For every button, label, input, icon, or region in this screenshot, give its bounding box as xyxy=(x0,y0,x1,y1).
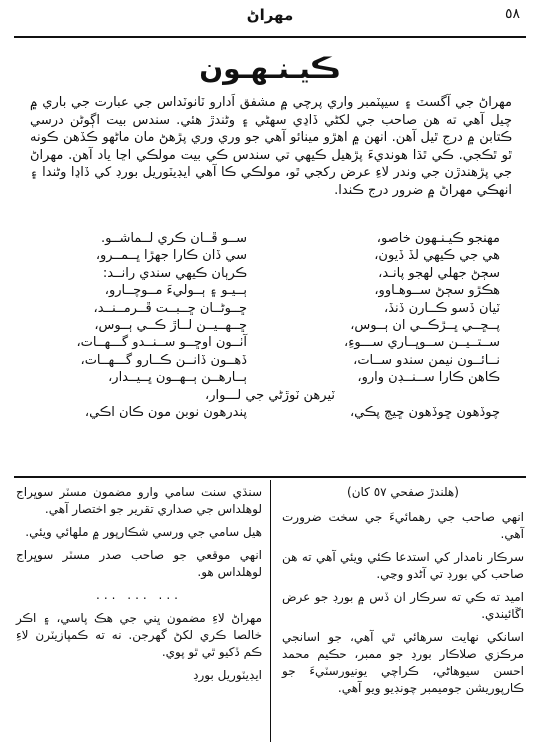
column-paragraph: اميد ته ڪي ته سرڪار ان ڏس ۾ بورڊ جو عرض اڱائيندي. xyxy=(282,590,524,621)
poem-line: مهنجو ڪيـنـهون خاصو، xyxy=(376,231,500,246)
poem-line: ٻــارهــن ٻــهــون ڀــيــدار، xyxy=(108,370,247,386)
poem-line: ڏهــون ڏانــن ڪــارو گـــهــات، xyxy=(80,352,247,368)
column-divider xyxy=(270,480,271,742)
poem-row xyxy=(40,334,500,351)
editorial-signature: ايڊيٽوريل بورڊ xyxy=(193,668,262,682)
column-paragraph: مهراڻ لاءِ مضمون ڀني جي هڪ پاسي، ۽ اڪر خالصا ڪري لکڻ گهرجن. نه ته ڪمپازيٽرن لاءِ ڪم ڏکيو ٿي ٿو پوي. xyxy=(16,611,262,659)
column-paragraph: سرڪار نامدار کي استدعا ڪئي ويئي آهي ته هن صاحب کي بورڊ تي آڻدو وڃي. xyxy=(282,550,524,581)
column-paragraph: انهي موقعي جو صاحب صدر مسٽر سوڀراج لوهلداس هو. xyxy=(16,548,262,579)
poem-row xyxy=(40,317,500,334)
intro-paragraph: مهراڻ جي آگسٽ ۽ سيپٽمبر واري پرچي ۾ مشفق اَدارو ٽانوٽداس جي عبارت جي باري ۾ چيل آهي ته هن صاحب جي لکڻي ڏاڍي سهڻي ۽ وڻندڙ هئي. سندس بيت اڳوڻن درسي ڪتابن ۾ درج ٿيل آهن. انهن ۾ اهڙو مينائو آهي جو وري وري پڙهڻ مان ماڻهو ڪڏهن ڪونه ٿو ٿڪجي. ڪي ٿڌا هونديءَ پڙهيل ڪيهي تي سندس ڪي بيت مولڪي اڃا ياد آهن. مهراڻ جي پڙهندڙن جي وندر لاءِ عرض رکجي ٿو، مولڪي ڪا آهي ايڊيٽوريل بورڊ کي ڏاڍا وڻندا ۽ انهڪي مهراڻ ۾ ضرور درج ڪندا. xyxy=(30,95,512,198)
poem-row xyxy=(40,230,500,247)
poem-line: ســو ڦــان ڪري لــماشــو. xyxy=(100,231,247,246)
page-header xyxy=(14,4,526,34)
section-separator: ... ... ... xyxy=(96,588,182,602)
poem-line: ڇــهــيــن لــاڙ ڪــي ٻــوس، xyxy=(94,317,247,333)
poem-line: هڪڙو سڄڻ ســوهـاوو، xyxy=(374,283,500,299)
poem-row xyxy=(40,265,500,282)
header-rule xyxy=(14,36,526,38)
poem-line: سڄڻ جهلي لهجو پانـد، xyxy=(378,265,500,281)
poem-line: پــڇــي ڀــڙڪــي ان ٻــوس، xyxy=(350,317,500,333)
column-paragraph: انهي صاحب جي رهمائيءَ جي سخت ضرورت آهي. xyxy=(282,510,524,541)
poem-row xyxy=(40,369,500,386)
poem-center-line: ٽيرهن ٽوڙڻي جي لـــوار، xyxy=(205,387,335,403)
poem-line: پندرهون نوبن مون ڪان اڪي، xyxy=(84,404,247,420)
left-column xyxy=(16,484,262,690)
poem-row xyxy=(40,300,500,317)
poem-line: آٺــون اوڇــو ســنــدو گـــهــات، xyxy=(76,335,247,351)
column-paragraph: اسانکي نهايت سرهائي ٿي آهي، جو اسانجي مرڪزي صلاڪار بورڊ جو ممبر، حڪيم محمد احسن سيوهاڻي، ڪراچي يونيورسٽيءَ جو ڪارپوريشن جوميمبر چونڊيو ويو آهي. xyxy=(282,630,524,695)
column-paragraph: سنڌي سنت سامي وارو مضمون مسٽر سوڀراج لوهلداس جي صداري تقرير جو اختصار آهي. xyxy=(16,485,262,516)
poem-row xyxy=(40,352,500,369)
right-column xyxy=(282,484,524,703)
poem-row xyxy=(40,282,500,299)
poem-line: سي ڏان ڪارا جهڙا ڀــمــرو، xyxy=(95,248,247,264)
column-paragraph: هيل سامي جي ورسي شڪارپور ۾ ملهائي ويئي. xyxy=(25,525,262,539)
section-rule xyxy=(14,476,526,478)
poem-line: ڇــوڻــان ڇــبــت ڦــرمــنــد، xyxy=(93,300,247,316)
poem-line: ڪاهن ڪارا ســنــڊن وارو، xyxy=(357,370,500,386)
poem-line: ٽيان ڏسو ڪــارن ڏنڏ، xyxy=(384,300,500,316)
poem-line: ڪرٻان ڪيهي سندي رانــد: xyxy=(102,265,247,281)
article-title: ڪيـنـهـون xyxy=(199,52,341,85)
poem-row xyxy=(40,404,500,421)
continued-from-note: (هلندڙ صفحي ٥٧ کان) xyxy=(347,485,459,499)
poem-line: نــائــون نيمن سندو ســات، xyxy=(353,352,500,368)
poem-row xyxy=(40,247,500,264)
poem xyxy=(40,230,500,421)
page-number: ٥٨ xyxy=(504,6,520,22)
poem-line: ٻــيـو ۽ ٻــوليءَ مــوچــارو، xyxy=(104,283,247,299)
poem-line: چوڏهون ڇوڏهون ڇيڄ پڪي، xyxy=(349,404,500,420)
running-head: مهراڻ xyxy=(246,6,294,24)
poem-line: ســتــيــن ســوڀــاري ســـوءِ، xyxy=(344,335,500,351)
poem-line: هي جي ڪيهي لڏ ڏيون، xyxy=(374,248,500,264)
